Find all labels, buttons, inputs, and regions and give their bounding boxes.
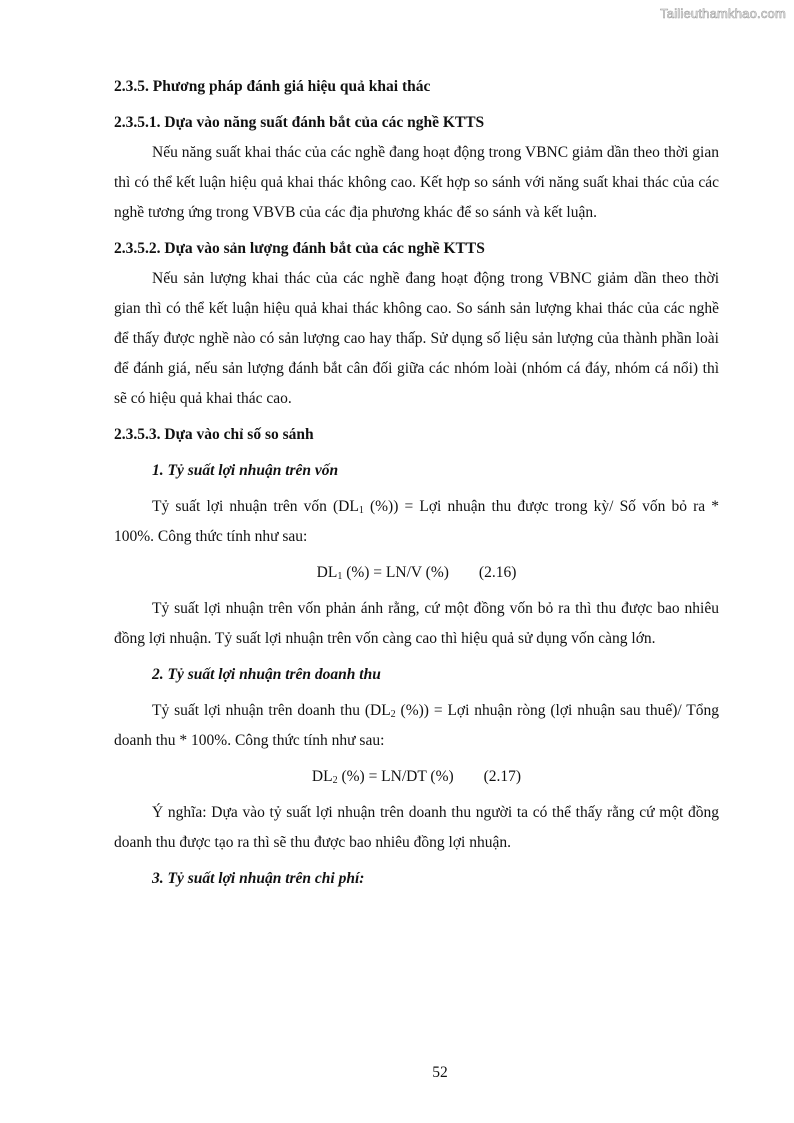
subscript: 1	[337, 571, 343, 582]
text-part: (%)) = Lợi nhuận thu được trong kỳ/ Số vốn bỏ ra * 100%. Công thức tính như sau:	[114, 498, 720, 545]
equation-number: (2.16)	[478, 564, 517, 581]
paragraph-output: Nếu sản lượng khai thác của các nghề đang hoạt động trong VBNC giảm dần theo thời gian thì có thể kết luận hiệu quả khai thác không cao. So sánh sản lượng khai thác của các nghề để thấy được nghề nào có sản lượng cao hay thấp. Sử dụng số liệu sản lượng của thành phần loài để đánh giá, nếu sản lượng đánh bắt cân đối giữa các nhóm loài (nhóm cá đáy, nhóm cá nổi) thì sẽ có hiệu quả khai thác cao.	[114, 270, 719, 407]
paragraph-return-on-revenue-definition	[114, 696, 719, 756]
subscript: 1	[358, 505, 364, 516]
subscript: 2	[390, 709, 396, 720]
text-part: Tỷ suất lợi nhuận trên doanh thu (DL	[152, 702, 391, 719]
paragraph-return-on-capital-meaning: Tỷ suất lợi nhuận trên vốn phản ánh rằng, cứ một đồng vốn bỏ ra thì thu được bao nhiêu đồng lợi nhuận. Tỷ suất lợi nhuận trên vốn càng cao thì hiệu quả sử dụng vốn càng lớn.	[114, 600, 719, 647]
document-body	[114, 72, 719, 900]
paragraph-return-on-revenue-meaning: Ý nghĩa: Dựa vào tỷ suất lợi nhuận trên doanh thu người ta có thể thấy rằng cứ một đồng doanh thu được tạo ra thì sẽ thu được bao nhiêu đồng lợi nhuận.	[114, 804, 719, 851]
subheading-return-on-cost: 3. Tỷ suất lợi nhuận trên chi phí:	[152, 870, 365, 887]
page-number: 52	[432, 1064, 448, 1081]
subheading-return-on-capital: 1. Tỷ suất lợi nhuận trên vốn	[152, 462, 339, 479]
formula-2-16	[114, 558, 719, 588]
paragraph-productivity: Nếu năng suất khai thác của các nghề đang hoạt động trong VBNC giảm dần theo thời gian thì có thể kết luận hiệu quả khai thác không cao. Kết hợp so sánh với năng suất khai thác của các nghề tương ứng trong VBVB của các địa phương khác để so sánh và kết luận.	[114, 144, 719, 221]
heading-2-3-5-2: 2.3.5.2. Dựa vào sản lượng đánh bắt của các nghề KTTS	[114, 240, 485, 257]
text-part: Tỷ suất lợi nhuận trên vốn (DL	[152, 498, 359, 515]
text-part: (%)) = Lợi nhuận ròng (lợi nhuận sau thuế)/ Tổng doanh thu * 100%. Công thức tính như sau:	[114, 702, 719, 749]
formula-rhs: (%) = LN/V (%)	[342, 564, 449, 581]
subheading-return-on-revenue: 2. Tỷ suất lợi nhuận trên doanh thu	[152, 666, 381, 683]
formula-rhs: (%) = LN/DT (%)	[337, 768, 454, 785]
formula-lhs: DL	[316, 564, 338, 581]
paragraph-return-on-capital-definition	[114, 492, 719, 552]
subscript: 2	[332, 775, 338, 786]
heading-2-3-5: 2.3.5. Phương pháp đánh giá hiệu quả khai thác	[114, 78, 431, 95]
heading-2-3-5-3: 2.3.5.3. Dựa vào chỉ số so sánh	[114, 426, 314, 443]
formula-2-17	[114, 762, 719, 792]
equation-number: (2.17)	[483, 768, 522, 785]
heading-2-3-5-1: 2.3.5.1. Dựa vào năng suất đánh bắt của các nghề KTTS	[114, 114, 485, 131]
watermark: Tailieuthamkhao.com	[660, 6, 786, 21]
formula-lhs: DL	[311, 768, 333, 785]
